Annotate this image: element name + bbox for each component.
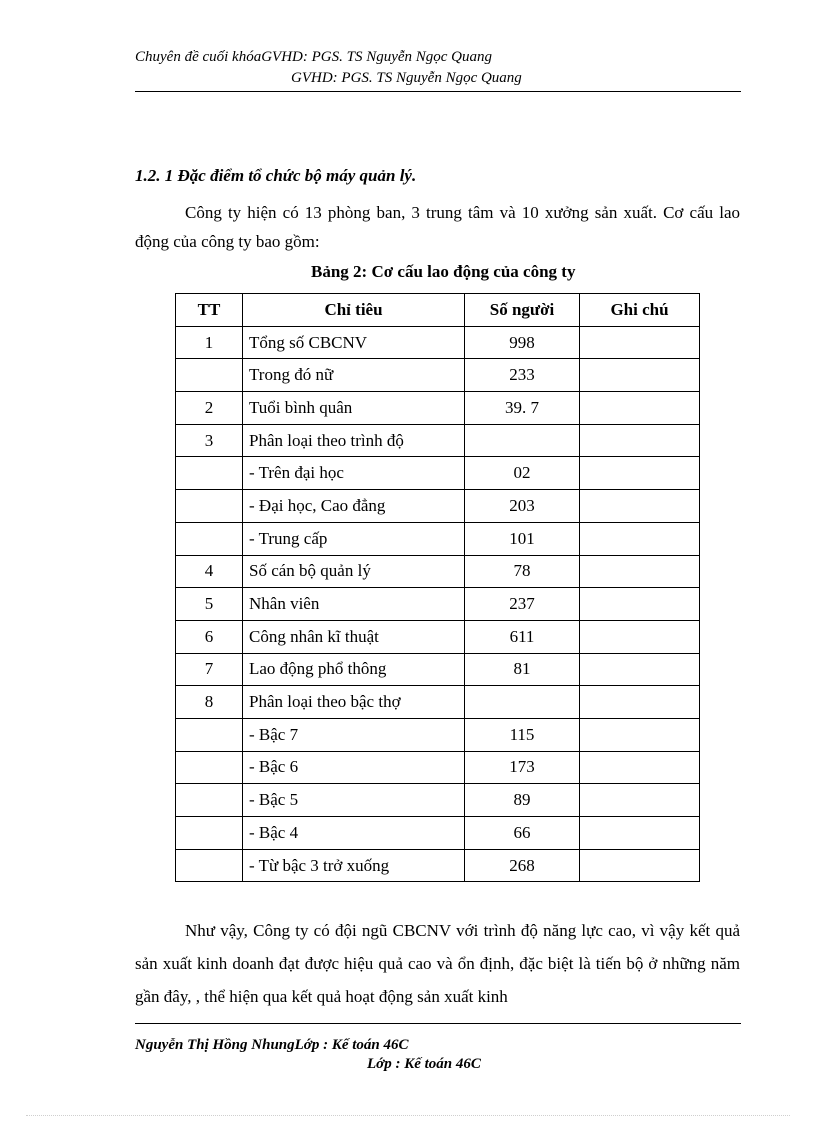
- header-count: Số người: [465, 294, 580, 327]
- row-item: - Bậc 6: [243, 751, 465, 784]
- row-count: 78: [465, 555, 580, 588]
- table-row: [176, 686, 700, 719]
- table-row: [176, 620, 700, 653]
- row-item: Tuổi bình quân: [243, 392, 465, 425]
- row-note: [580, 555, 700, 588]
- table-row: [176, 784, 700, 817]
- row-tt: [176, 457, 243, 490]
- row-tt: [176, 751, 243, 784]
- row-note: [580, 359, 700, 392]
- row-item: - Đại học, Cao đẳng: [243, 490, 465, 523]
- row-count: 02: [465, 457, 580, 490]
- row-note: [580, 490, 700, 523]
- row-note: [580, 522, 700, 555]
- row-count: 115: [465, 718, 580, 751]
- row-tt: [176, 784, 243, 817]
- header-item: Chỉ tiêu: [243, 294, 465, 327]
- row-item: - Bậc 7: [243, 718, 465, 751]
- row-note: [580, 424, 700, 457]
- row-count: 81: [465, 653, 580, 686]
- table-row: [176, 653, 700, 686]
- table-header-row: [176, 294, 700, 327]
- row-count: 203: [465, 490, 580, 523]
- row-item: Nhân viên: [243, 588, 465, 621]
- row-item: - Từ bậc 3 trở xuống: [243, 849, 465, 882]
- row-note: [580, 588, 700, 621]
- row-tt: [176, 490, 243, 523]
- row-count: [465, 686, 580, 719]
- row-count: 173: [465, 751, 580, 784]
- table-row: [176, 457, 700, 490]
- labor-structure-table: [175, 293, 700, 882]
- row-note: [580, 849, 700, 882]
- row-item: Trong đó nữ: [243, 359, 465, 392]
- table-row: [176, 490, 700, 523]
- header-line-1: Chuyên đề cuối khóaGVHD: PGS. TS Nguyễn Ngọc Quang: [135, 49, 493, 65]
- table-row: [176, 817, 700, 850]
- row-note: [580, 751, 700, 784]
- table-row: [176, 326, 700, 359]
- table-row: [176, 751, 700, 784]
- row-tt: 7: [176, 653, 243, 686]
- row-note: [580, 653, 700, 686]
- row-count: 66: [465, 817, 580, 850]
- row-count: 101: [465, 522, 580, 555]
- row-count: 611: [465, 620, 580, 653]
- row-tt: [176, 718, 243, 751]
- row-note: [580, 392, 700, 425]
- closing-paragraph: Như vậy, Công ty có đội ngũ CBCNV với trình độ năng lực cao, vì vậy kết quả sản xuất kinh doanh đạt được hiệu quả cao và ổn định, đặc biệt là tiến bộ ở những năm gần đây, , thể hiện qua kết quả hoạt động sản xuất kinh: [135, 921, 740, 1006]
- row-tt: 2: [176, 392, 243, 425]
- table-row: [176, 588, 700, 621]
- header-line-2: GVHD: PGS. TS Nguyễn Ngọc Quang: [291, 70, 522, 86]
- row-note: [580, 457, 700, 490]
- header-tt: TT: [176, 294, 243, 327]
- row-tt: 4: [176, 555, 243, 588]
- table-row: [176, 424, 700, 457]
- header-divider: [135, 91, 741, 92]
- row-tt: 6: [176, 620, 243, 653]
- row-note: [580, 784, 700, 817]
- row-count: 268: [465, 849, 580, 882]
- row-tt: 5: [176, 588, 243, 621]
- row-note: [580, 620, 700, 653]
- row-item: Phân loại theo trình độ: [243, 424, 465, 457]
- row-item: Tổng số CBCNV: [243, 326, 465, 359]
- header-note: Ghi chú: [580, 294, 700, 327]
- row-note: [580, 686, 700, 719]
- row-count: 998: [465, 326, 580, 359]
- footer-line-2: Lớp : Kế toán 46C: [367, 1056, 481, 1072]
- section-title: 1.2. 1 Đặc điểm tổ chức bộ máy quản lý.: [135, 166, 417, 185]
- row-item: Số cán bộ quản lý: [243, 555, 465, 588]
- row-item: - Bậc 4: [243, 817, 465, 850]
- table-row: [176, 522, 700, 555]
- footer-line-1: Nguyễn Thị Hồng NhungLớp : Kế toán 46C: [135, 1037, 409, 1053]
- row-tt: [176, 849, 243, 882]
- row-tt: [176, 817, 243, 850]
- row-count: [465, 424, 580, 457]
- row-tt: 8: [176, 686, 243, 719]
- row-note: [580, 326, 700, 359]
- row-note: [580, 817, 700, 850]
- row-count: 39. 7: [465, 392, 580, 425]
- row-tt: 3: [176, 424, 243, 457]
- row-count: 233: [465, 359, 580, 392]
- row-item: Lao động phổ thông: [243, 653, 465, 686]
- page-edge-dotted-line: [26, 1115, 790, 1116]
- footer-divider: [135, 1023, 741, 1024]
- table-caption: Bảng 2: Cơ cấu lao động của công ty: [311, 262, 576, 281]
- row-item: Công nhân kĩ thuật: [243, 620, 465, 653]
- row-tt: [176, 359, 243, 392]
- table-row: [176, 718, 700, 751]
- row-item: - Trên đại học: [243, 457, 465, 490]
- row-item: Phân loại theo bậc thợ: [243, 686, 465, 719]
- row-count: 89: [465, 784, 580, 817]
- table-row: [176, 555, 700, 588]
- row-note: [580, 718, 700, 751]
- row-tt: [176, 522, 243, 555]
- row-count: 237: [465, 588, 580, 621]
- table-row: [176, 359, 700, 392]
- table-row: [176, 392, 700, 425]
- table-row: [176, 849, 700, 882]
- row-tt: 1: [176, 326, 243, 359]
- intro-paragraph: Công ty hiện có 13 phòng ban, 3 trung tâm và 10 xưởng sản xuất. Cơ cấu lao động của công ty bao gồm:: [135, 203, 740, 251]
- row-item: - Trung cấp: [243, 522, 465, 555]
- row-item: - Bậc 5: [243, 784, 465, 817]
